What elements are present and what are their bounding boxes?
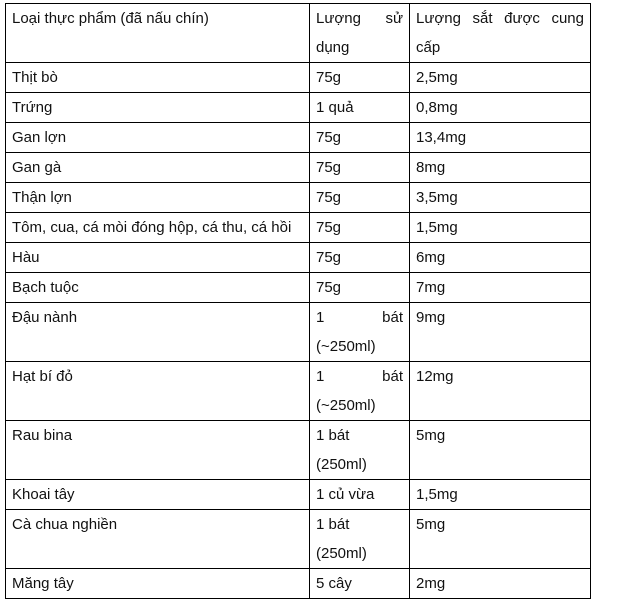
cell-amount: 1 quả xyxy=(310,93,410,123)
cell-food: Gan gà xyxy=(6,153,310,183)
cell-amount: 1 củ vừa xyxy=(310,480,410,510)
cell-food: Thịt bò xyxy=(6,63,310,93)
cell-amount: 1 bát (250ml) xyxy=(310,510,410,569)
cell-iron: 6mg xyxy=(410,243,591,273)
cell-amount: 75g xyxy=(310,243,410,273)
cell-amount: 75g xyxy=(310,63,410,93)
cell-iron: 3,5mg xyxy=(410,183,591,213)
cell-amount: 1 bát (250ml) xyxy=(310,421,410,480)
cell-iron: 12mg xyxy=(410,362,591,421)
header-food-type: Loại thực phẩm (đã nấu chín) xyxy=(6,4,310,63)
table-header-row xyxy=(6,4,591,63)
table-row xyxy=(6,153,591,183)
cell-food: Hàu xyxy=(6,243,310,273)
header-iron-provided: Lượng sắt được cung cấp xyxy=(410,4,591,63)
cell-iron: 0,8mg xyxy=(410,93,591,123)
cell-food: Hạt bí đỏ xyxy=(6,362,310,421)
table-row xyxy=(6,510,591,569)
cell-amount: 75g xyxy=(310,183,410,213)
cell-amount: 1 bát (~250ml) xyxy=(310,362,410,421)
cell-food: Bạch tuộc xyxy=(6,273,310,303)
table-row xyxy=(6,480,591,510)
table-row xyxy=(6,243,591,273)
iron-content-table xyxy=(5,3,591,599)
cell-food: Gan lợn xyxy=(6,123,310,153)
cell-iron: 5mg xyxy=(410,510,591,569)
header-amount-used: Lượng sử dụng xyxy=(310,4,410,63)
cell-food: Tôm, cua, cá mòi đóng hộp, cá thu, cá hồi xyxy=(6,213,310,243)
cell-iron: 7mg xyxy=(410,273,591,303)
table-row xyxy=(6,569,591,599)
cell-food: Cà chua nghiền xyxy=(6,510,310,569)
cell-food: Khoai tây xyxy=(6,480,310,510)
table-row xyxy=(6,183,591,213)
table-row xyxy=(6,421,591,480)
cell-food: Trứng xyxy=(6,93,310,123)
cell-iron: 2mg xyxy=(410,569,591,599)
cell-amount: 75g xyxy=(310,213,410,243)
cell-iron: 9mg xyxy=(410,303,591,362)
cell-iron: 2,5mg xyxy=(410,63,591,93)
cell-food: Rau bina xyxy=(6,421,310,480)
cell-food: Thận lợn xyxy=(6,183,310,213)
cell-amount: 1 bát (~250ml) xyxy=(310,303,410,362)
cell-amount: 75g xyxy=(310,123,410,153)
table-row xyxy=(6,123,591,153)
table-row xyxy=(6,213,591,243)
cell-iron: 8mg xyxy=(410,153,591,183)
cell-food: Măng tây xyxy=(6,569,310,599)
table-row xyxy=(6,273,591,303)
cell-amount: 5 cây xyxy=(310,569,410,599)
table-row xyxy=(6,93,591,123)
cell-amount: 75g xyxy=(310,273,410,303)
table-row xyxy=(6,63,591,93)
cell-iron: 1,5mg xyxy=(410,213,591,243)
cell-food: Đậu nành xyxy=(6,303,310,362)
cell-iron: 13,4mg xyxy=(410,123,591,153)
table-row xyxy=(6,303,591,362)
cell-iron: 5mg xyxy=(410,421,591,480)
cell-iron: 1,5mg xyxy=(410,480,591,510)
cell-amount: 75g xyxy=(310,153,410,183)
table-row xyxy=(6,362,591,421)
